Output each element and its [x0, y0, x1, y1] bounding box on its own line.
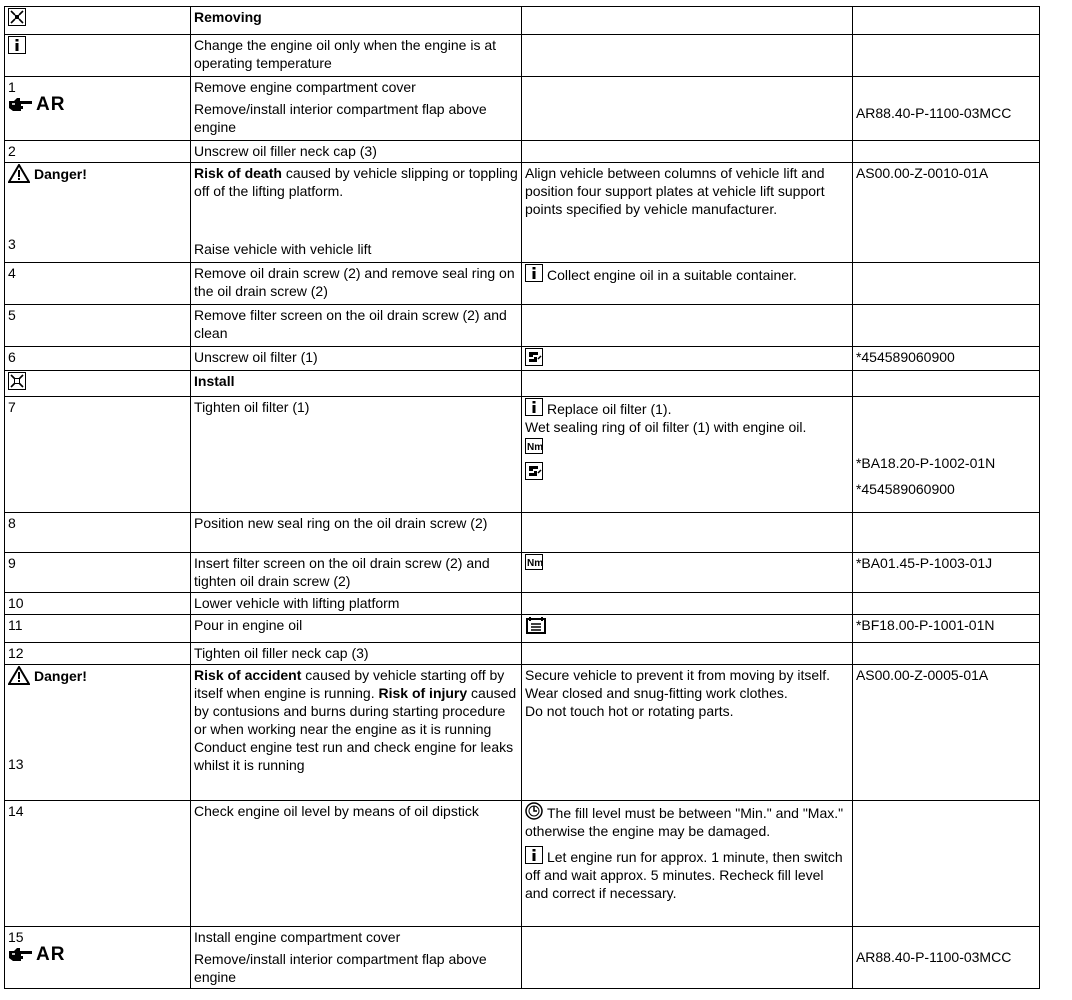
- table-row: [5, 553, 1040, 593]
- reference-link[interactable]: AS00.00-Z-0005-01A: [852, 665, 1039, 801]
- info-icon: [525, 846, 543, 864]
- table-row: [5, 615, 1040, 643]
- fluid-spec-icon: [525, 616, 547, 634]
- danger-label: Danger!: [8, 164, 87, 183]
- note-text: Change the engine oil only when the engine is at operating temperature: [191, 35, 522, 77]
- risk-text: Risk of death caused by vehicle slipping or toppling off of the lifting platform.: [194, 165, 518, 199]
- info-icon: [525, 264, 543, 282]
- step-text: Raise vehicle with vehicle lift: [194, 241, 372, 257]
- table-row: [5, 643, 1040, 665]
- step-number: 15: [8, 929, 24, 945]
- safety-measure: Wear closed and snug-fitting work clothes.: [524, 685, 788, 701]
- note-text: Wet sealing ring of oil filter (1) with engine oil.: [524, 419, 807, 435]
- table-row: [5, 347, 1040, 371]
- reference-link[interactable]: AR88.40-P-1100-03MCC: [852, 927, 1039, 989]
- table-row: [5, 801, 1040, 927]
- step-text: Install engine compartment cover: [194, 929, 401, 945]
- table-row: [5, 927, 1040, 989]
- note-text: Collect engine oil in a suitable container.: [546, 267, 797, 283]
- step-number: 14: [5, 801, 191, 927]
- step-text: Lower vehicle with lifting platform: [191, 593, 522, 615]
- table-row: [5, 163, 1040, 263]
- step-text: Remove engine compartment cover: [194, 79, 416, 95]
- ar-reference-marker: AR: [8, 946, 65, 964]
- table-row: [5, 77, 1040, 141]
- step-number: 13: [8, 756, 24, 772]
- risk-text: Risk of accident caused by vehicle starting off by itself when engine is running. Risk of injury caused by contusions and burns during starting procedure or when working near the engine as it is running: [194, 667, 517, 737]
- ar-reference-marker: AR: [8, 96, 65, 114]
- danger-label: Danger!: [8, 666, 87, 685]
- special-tool-icon: [525, 462, 543, 480]
- reference-link[interactable]: AR88.40-P-1100-03MCC: [852, 77, 1039, 141]
- reference-link[interactable]: *BA01.45-P-1003-01J: [852, 553, 1039, 593]
- table-row: [5, 593, 1040, 615]
- section-icon-cell: [5, 7, 191, 35]
- table-row: [5, 263, 1040, 305]
- step-number: 5: [5, 305, 191, 347]
- step-text: Remove oil drain screw (2) and remove seal ring on the oil drain screw (2): [191, 263, 522, 305]
- step-number: 3: [8, 236, 16, 252]
- safety-measure: Do not touch hot or rotating parts.: [524, 703, 734, 719]
- warning-triangle-icon: [8, 666, 30, 685]
- step-text: Remove/install interior compartment flap above engine: [194, 951, 487, 985]
- pointing-hand-icon: [8, 97, 34, 113]
- table-row: [5, 371, 1040, 397]
- note-text: Let engine run for approx. 1 minute, then switch off and wait approx. 5 minutes. Recheck fill level and correct if necessary.: [524, 849, 843, 901]
- procedure-table: [4, 6, 1040, 989]
- assembly-icon: [8, 372, 26, 390]
- note-text: The fill level must be between "Min." and "Max." otherwise the engine may be damaged.: [524, 805, 844, 839]
- safety-measure: Secure vehicle to prevent it from moving by itself.: [524, 667, 831, 683]
- step-text: Tighten oil filler neck cap (3): [191, 643, 522, 665]
- svg-text:Nm: Nm: [526, 558, 543, 569]
- svg-text:Nm: Nm: [526, 442, 543, 453]
- reference-link[interactable]: *454589060900: [855, 481, 955, 497]
- step-number: 8: [5, 513, 191, 553]
- torque-nm-icon: [525, 554, 543, 570]
- reference-link[interactable]: *BF18.00-P-1001-01N: [852, 615, 1039, 643]
- step-number: 6: [5, 347, 191, 371]
- reference-link[interactable]: AS00.00-Z-0010-01A: [852, 163, 1039, 263]
- disassembly-icon: [8, 8, 26, 26]
- step-text: Remove/install interior compartment flap above engine: [194, 101, 487, 135]
- reference-link[interactable]: *454589060900: [852, 347, 1039, 371]
- section-title: Install: [191, 371, 522, 397]
- pointing-hand-icon: [8, 947, 34, 963]
- special-tool-icon: [525, 348, 543, 366]
- section-title: Removing: [191, 7, 522, 35]
- torque-nm-icon: [525, 438, 543, 454]
- step-text: Check engine oil level by means of oil dipstick: [191, 801, 522, 927]
- step-number: 10: [5, 593, 191, 615]
- reference-link[interactable]: *BA18.20-P-1002-01N: [855, 455, 996, 471]
- table-row: [5, 513, 1040, 553]
- attention-icon: [525, 802, 543, 820]
- step-text: Conduct engine test run and check engine for leaks whilst it is running: [194, 739, 514, 773]
- table-row: [5, 397, 1040, 513]
- step-number: 4: [5, 263, 191, 305]
- safety-measure: Align vehicle between columns of vehicle lift and position four support plates at vehicle lift support points specified by vehicle manufacturer.: [521, 163, 852, 263]
- step-number: 7: [5, 397, 191, 513]
- info-icon: [525, 398, 543, 416]
- step-text: Tighten oil filter (1): [191, 397, 522, 513]
- table-row: [5, 35, 1040, 77]
- step-number: 1: [8, 79, 16, 95]
- info-icon: [8, 36, 26, 54]
- table-row: [5, 665, 1040, 801]
- step-text: Unscrew oil filter (1): [191, 347, 522, 371]
- step-text: Remove filter screen on the oil drain screw (2) and clean: [191, 305, 522, 347]
- table-row: [5, 7, 1040, 35]
- step-number: 9: [5, 553, 191, 593]
- step-text: Position new seal ring on the oil drain screw (2): [191, 513, 522, 553]
- table-row: [5, 141, 1040, 163]
- warning-triangle-icon: [8, 164, 30, 183]
- table-row: [5, 305, 1040, 347]
- step-text: Pour in engine oil: [191, 615, 522, 643]
- step-number: 12: [5, 643, 191, 665]
- step-text: Unscrew oil filler neck cap (3): [191, 141, 522, 163]
- step-number: 11: [5, 615, 191, 643]
- step-text: Insert filter screen on the oil drain screw (2) and tighten oil drain screw (2): [191, 553, 522, 593]
- note-text: Replace oil filter (1).: [546, 401, 672, 417]
- step-number: 2: [5, 141, 191, 163]
